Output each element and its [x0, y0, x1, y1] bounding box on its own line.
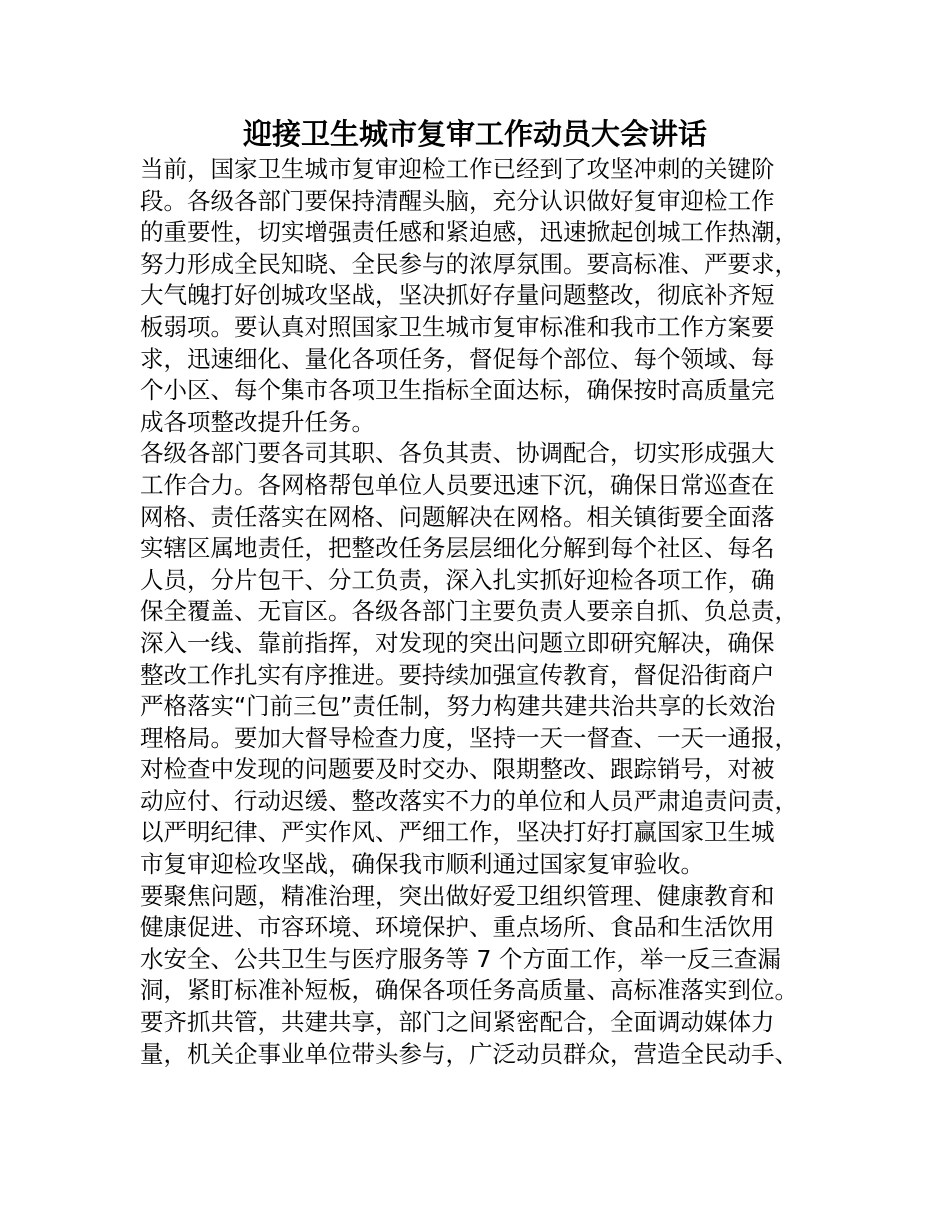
- document-body: [140, 154, 830, 1070]
- text-line: 以严明纪律、严实作风、严细工作，坚决打好打赢国家卫生城: [140, 818, 775, 847]
- paragraph: [140, 154, 830, 438]
- text-line: 水安全、公共卫生与医疗服务等 7 个方面工作，举一反三查漏: [140, 944, 781, 973]
- text-line: 段。各级各部门要保持清醒头脑，充分认识做好复审迎检工作: [140, 186, 775, 215]
- text-line: 动应付、行动迟缓、整改落实不力的单位和人员严肃追责问责，: [140, 786, 798, 815]
- text-line: 严格落实“门前三包”责任制，努力构建共建共治共享的长效治: [140, 692, 776, 721]
- text-line: 人员，分片包干、分工负责，深入扎实抓好迎检各项工作，确: [140, 565, 775, 594]
- text-line: 整改工作扎实有序推进。要持续加强宣传教育，督促沿街商户: [140, 660, 775, 689]
- text-line: 理格局。要加大督导检查力度，坚持一天一督查、一天一通报，: [140, 723, 798, 752]
- paragraph: [140, 1007, 830, 1070]
- text-line: 的重要性，切实增强责任感和紧迫感，迅速掀起创城工作热潮，: [140, 218, 798, 247]
- text-line: 深入一线、靠前指挥，对发现的突出问题立即研究解决，确保: [140, 628, 775, 657]
- text-line: 努力形成全民知晓、全民参与的浓厚氛围。要高标准、严要求，: [140, 249, 798, 278]
- text-line: 对检查中发现的问题要及时交办、限期整改、跟踪销号，对被: [140, 755, 775, 784]
- text-line: 当前，国家卫生城市复审迎检工作已经到了攻坚冲刺的关键阶: [140, 155, 775, 183]
- text-line: 要聚焦问题，精准治理，突出做好爱卫组织管理、健康教育和: [140, 881, 775, 910]
- text-line: 大气魄打好创城攻坚战，坚决抓好存量问题整改，彻底补齐短: [140, 281, 775, 310]
- text-line: 成各项整改提升任务。: [140, 407, 375, 436]
- text-line: 市复审迎检攻坚战，确保我市顺利通过国家复审验收。: [140, 850, 704, 879]
- text-line: 健康促进、市容环境、环境保护、重点场所、食品和生活饮用: [140, 913, 775, 942]
- text-line: 实辖区属地责任，把整改任务层层细化分解到每个社区、每名: [140, 534, 775, 563]
- text-line: 要齐抓共管，共建共享，部门之间紧密配合，全面调动媒体力: [140, 1008, 775, 1037]
- text-line: 板弱项。要认真对照国家卫生城市复审标准和我市工作方案要: [140, 312, 775, 341]
- text-line: 各级各部门要各司其职、各负其责、协调配合，切实形成强大: [140, 439, 775, 468]
- text-line: 量，机关企事业单位带头参与，广泛动员群众，营造全民动手、: [140, 1039, 798, 1068]
- paragraph: [140, 438, 830, 880]
- text-line: 保全覆盖、无盲区。各级各部门主要负责人要亲自抓、负总责，: [140, 597, 798, 626]
- paragraph: [140, 881, 830, 1007]
- text-line: 工作合力。各网格帮包单位人员要迅速下沉，确保日常巡查在: [140, 470, 775, 499]
- document-title: 迎接卫生城市复审工作动员大会讲话: [242, 117, 707, 151]
- text-line: 网格、责任落实在网格、问题解决在网格。相关镇街要全面落: [140, 502, 775, 531]
- text-line: 洞，紧盯标准补短板，确保各项任务高质量、高标准落实到位。: [140, 976, 798, 1005]
- text-line: 个小区、每个集市各项卫生指标全面达标，确保按时高质量完: [140, 376, 775, 405]
- text-line: 求，迅速细化、量化各项任务，督促每个部位、每个领域、每: [140, 344, 775, 373]
